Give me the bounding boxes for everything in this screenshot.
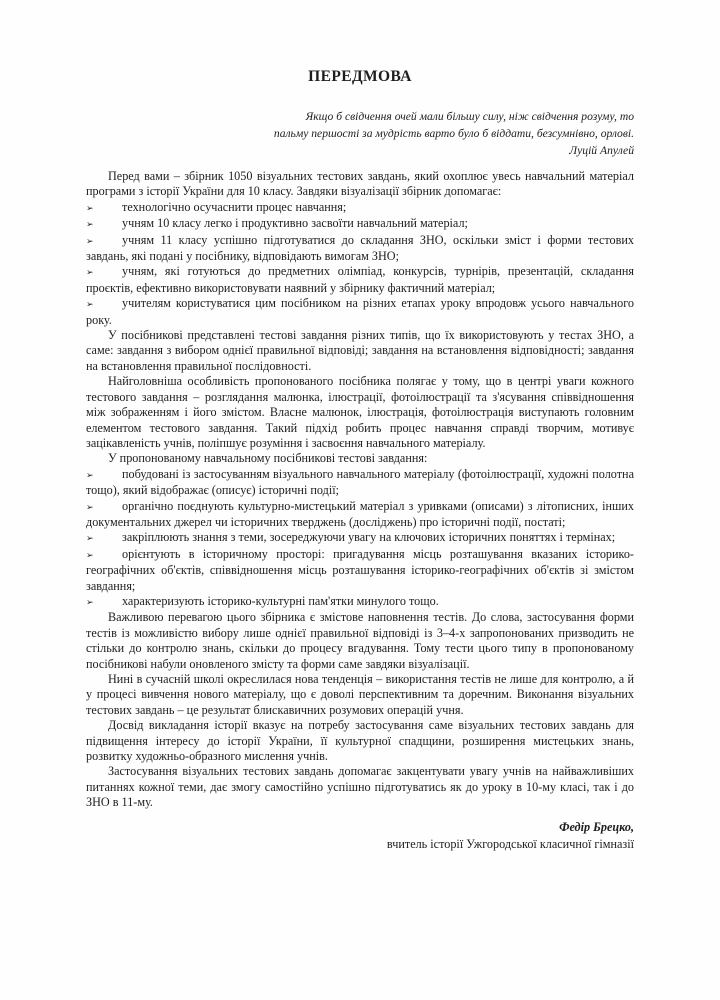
bullet-item — [86, 200, 634, 216]
bullet-item — [86, 594, 634, 610]
bullet-arrow-icon: ➢ — [86, 202, 94, 213]
bullet-text: учням 10 класу легко і продуктивно засвоїти навчальний матеріал; — [122, 216, 468, 231]
epigraph-line: пальму першості за мудрість варто було б віддати, безсумнівно, орлові. — [273, 127, 634, 140]
epigraph-line: Якщо б свідчення очей мали більшу силу, ніж свідчення розуму, то — [305, 110, 634, 123]
bullet-item — [86, 216, 634, 232]
preface-body — [86, 169, 634, 811]
bullet-arrow-icon: ➢ — [86, 549, 94, 560]
bullet-arrow-icon: ➢ — [86, 235, 94, 246]
bullet-arrow-icon: ➢ — [86, 267, 94, 278]
bullet-item — [86, 530, 634, 546]
bullet-arrow-icon: ➢ — [86, 501, 94, 512]
paragraph: У посібникові представлені тестові завдання різних типів, що їх використовують у тестах ЗНО, а саме: завдання з вибором однієї правильної відповіді; завдання на встановлення відповідності; завдання на встановлення правильної послідовності. — [86, 328, 634, 373]
bullet-text: технологічно осучаснити процес навчання; — [122, 199, 347, 214]
bullet-item — [86, 264, 634, 296]
bullet-item — [86, 499, 634, 531]
paragraph: Нині в сучасній школі окреслилася нова тенденція – використання тестів не лише для контролю, а й у процесі вивчення нового матеріалу, що є доволі перспективним та доречним. Виконання візуальних тестових завдань – це результат блискавичних розумових операцій учня. — [86, 672, 634, 717]
signature — [86, 819, 634, 853]
bullet-arrow-icon: ➢ — [86, 219, 94, 230]
epigraph-author: Луцій Апулей — [569, 144, 634, 157]
bullet-arrow-icon: ➢ — [86, 469, 94, 480]
bullet-text: учням, які готуються до предметних олімпіад, конкурсів, турнірів, презентацій, складання проєктів, ефективно використовувати наявний у збірнику фактичний матеріал; — [86, 264, 634, 295]
paragraph: Найголовніша особливість пропонованого посібника полягає у тому, що в центрі уваги кожного тестового завдання – розглядання малюнка, ілюстрації, фотоілюстрації та з'ясування співвідношення між зображенням і його змістом. Власне малюнок, ілюстрація, фотоілюстрація виступають головним елементом тестового завдання. Такий підхід робить процес навчання справді творчим, мотивує зацікавленість учнів, поліпшує розуміння і засвоєння навчального матеріалу. — [86, 374, 634, 450]
paragraph: У пропонованому навчальному посібникові тестові завдання: — [108, 451, 428, 466]
bullet-text: побудовані із застосуванням візуального навчального матеріалу (фотоілюстрації, художні полотна тощо), який відображає (описує) історичні події; — [86, 466, 634, 498]
bullet-text: орієнтують в історичному просторі: пригадування місць розташування вказаних історико-географічних об'єктів, співвідношення місць розташування історико-географічних об'єктів зі змістом завдання; — [86, 546, 634, 593]
paragraph: Перед вами – збірник 1050 візуальних тестових завдань, який охоплює увесь навчальний матеріал програми з історії України для 10 класу. Завдяки візуалізації збірник допомагає: — [86, 169, 634, 199]
bullet-arrow-icon: ➢ — [86, 596, 94, 607]
bullet-text: закріплюють знання з теми, зосереджуючи увагу на ключових історичних поняттях і термінах; — [122, 530, 616, 545]
bullet-item — [86, 296, 634, 328]
author-position: вчитель історії Ужгородської класичної гімназії — [386, 836, 634, 851]
paragraph: Важливою перевагою цього збірника є змістове наповнення тестів. До слова, застосування форми тестів із можливістю вибору лише однієї правильної відповіді із 3–4-х запропонованих призводить не стільки до контролю знань, скільки до процесу вгадування. Тому тести цього типу в пропонованому посібникові набули оновленого змісту та форми саме завдяки візуалізації. — [86, 610, 634, 671]
bullet-arrow-icon: ➢ — [86, 299, 94, 310]
bullet-item — [86, 547, 634, 594]
bullet-text: учителям користуватися цим посібником на різних етапах уроку впродовж усього навчального року. — [86, 296, 634, 327]
epigraph — [86, 108, 634, 159]
bullet-text: характеризують історико-культурні пам'ятки минулого тощо. — [122, 593, 439, 608]
page-title: ПЕРЕДМОВА — [308, 68, 412, 85]
bullet-text: учням 11 класу успішно підготуватися до складання ЗНО, оскільки зміст і форми тестових завдань, які подані у посібнику, відповідають вимогам ЗНО; — [86, 232, 634, 264]
bullet-item — [86, 233, 634, 265]
paragraph: Досвід викладання історії вказує на потребу застосування саме візуальних тестових завдань для підвищення інтересу до історії України, її культурної спадщини, розширення мистецьких знань, розвитку художньо-образного мислення учнів. — [86, 718, 634, 764]
bullet-text: органічно поєднують культурно-мистецький матеріал з уривками (описами) з літописних, інших документальних джерел чи історичних тверджень (досліджень) про історичні події, постаті; — [86, 498, 634, 529]
bullet-item — [86, 467, 634, 499]
author-name: Федір Брецко, — [559, 819, 634, 834]
bullet-arrow-icon: ➢ — [86, 533, 94, 544]
paragraph: Застосування візуальних тестових завдань допомагає закцентувати увагу учнів на найважливіших питаннях кожної теми, дає змогу самостійно успішно підготуватись як до уроку в 10-му класі, так і до ЗНО в 11-му. — [86, 764, 634, 810]
